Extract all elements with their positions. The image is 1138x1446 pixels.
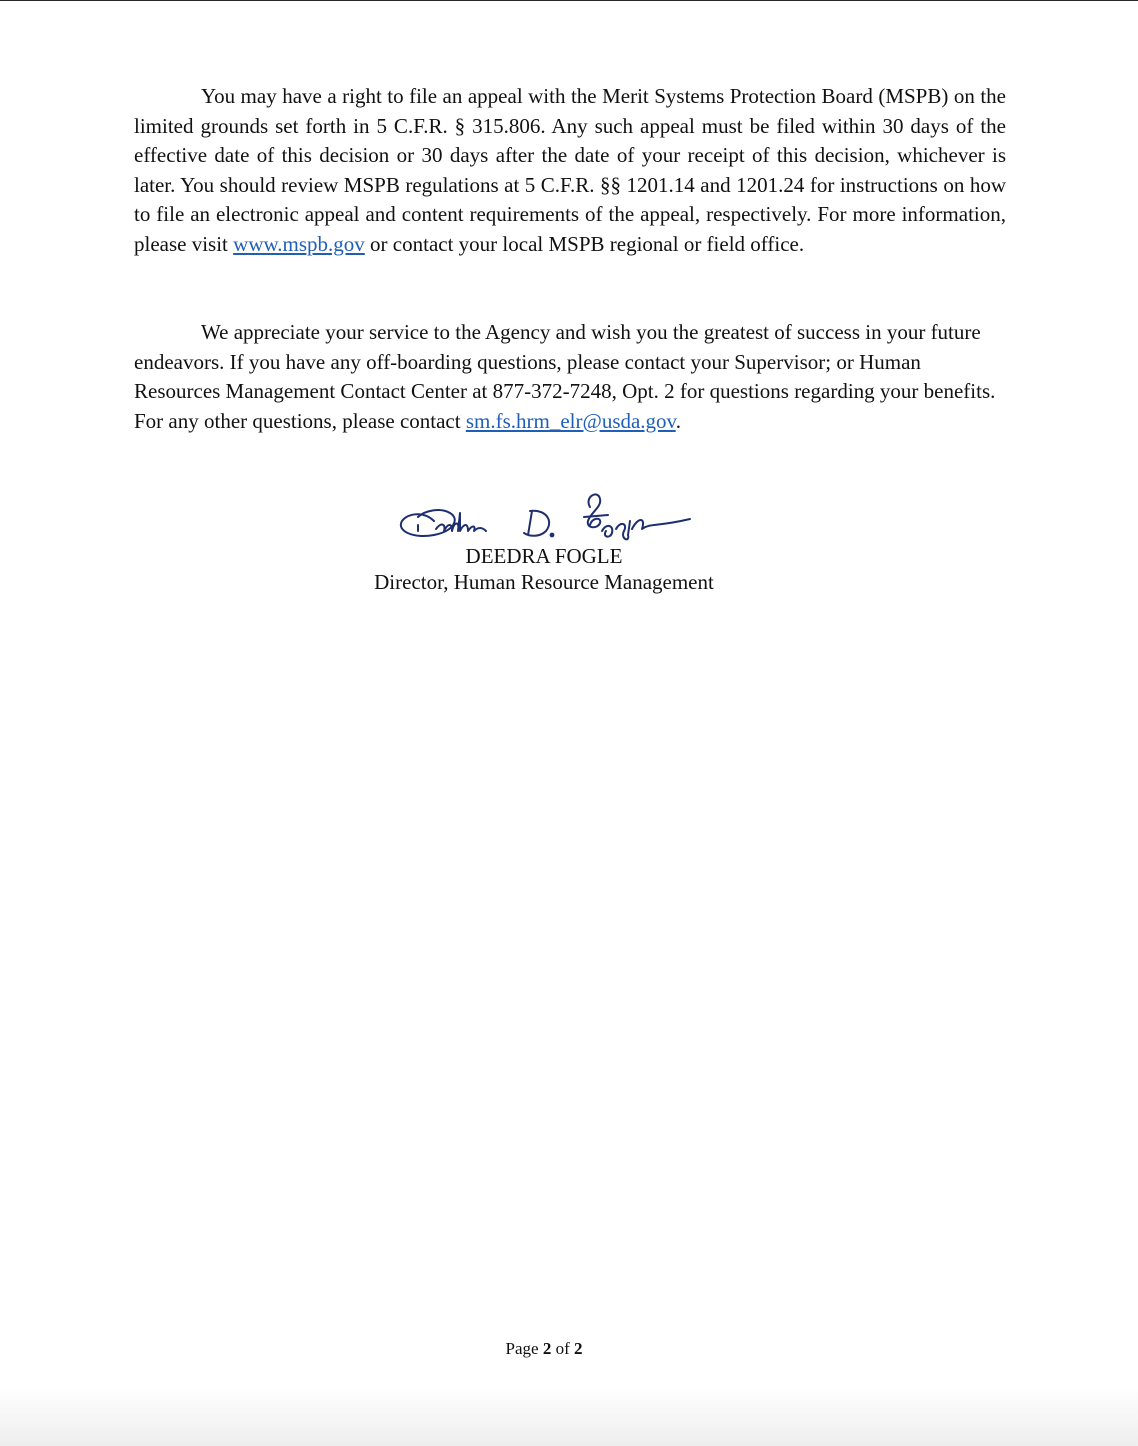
appreciation-text-end: . — [675, 408, 681, 433]
page-number-footer — [0, 1339, 1088, 1359]
appreciation-paragraph — [134, 318, 1006, 436]
signer-title: Director, Human Resource Management — [374, 570, 714, 594]
current-page-number: 2 — [542, 1339, 552, 1358]
total-pages-number: 2 — [573, 1339, 583, 1358]
of-word: of — [555, 1339, 570, 1358]
appeal-rights-paragraph — [134, 82, 1006, 259]
page-word: Page — [505, 1339, 539, 1358]
appreciation-text-start: We appreciate your service to the Agency and wish you the greatest of success in your future endeavors. If you have any off-boarding questions, please contact your Supervisor; or Human Resources Management Contact Center at 877-372-7248, Opt. 2 for questions regarding your benefits. For any other questions, please contact — [134, 320, 996, 433]
handwritten-signature — [394, 481, 694, 549]
signature-block — [290, 481, 798, 595]
bottom-shadow — [0, 1386, 1138, 1446]
contact-email-link[interactable]: sm.fs.hrm_elr@usda.gov — [465, 408, 676, 433]
signer-name: DEEDRA FOGLE — [465, 544, 623, 568]
appeal-text-start: You may have a right to file an appeal with the Merit Systems Protection Board (MSPB) on the limited grounds set forth in 5 C.F.R. § 315.806. Any such appeal must be filed within 30 days of the effective date of this decision or 30 days after the date of your receipt of this decision, whichever is later. You should review MSPB regulations at 5 C.F.R. §§ 1201.14 and 1201.24 for instructions on how to file an electronic appeal and content requirements of the appeal, respectively. For more information, please visit — [134, 84, 1006, 256]
mspb-website-link[interactable]: www.mspb.gov — [233, 231, 365, 256]
appeal-text-end: or contact your local MSPB regional or field office. — [364, 231, 805, 256]
